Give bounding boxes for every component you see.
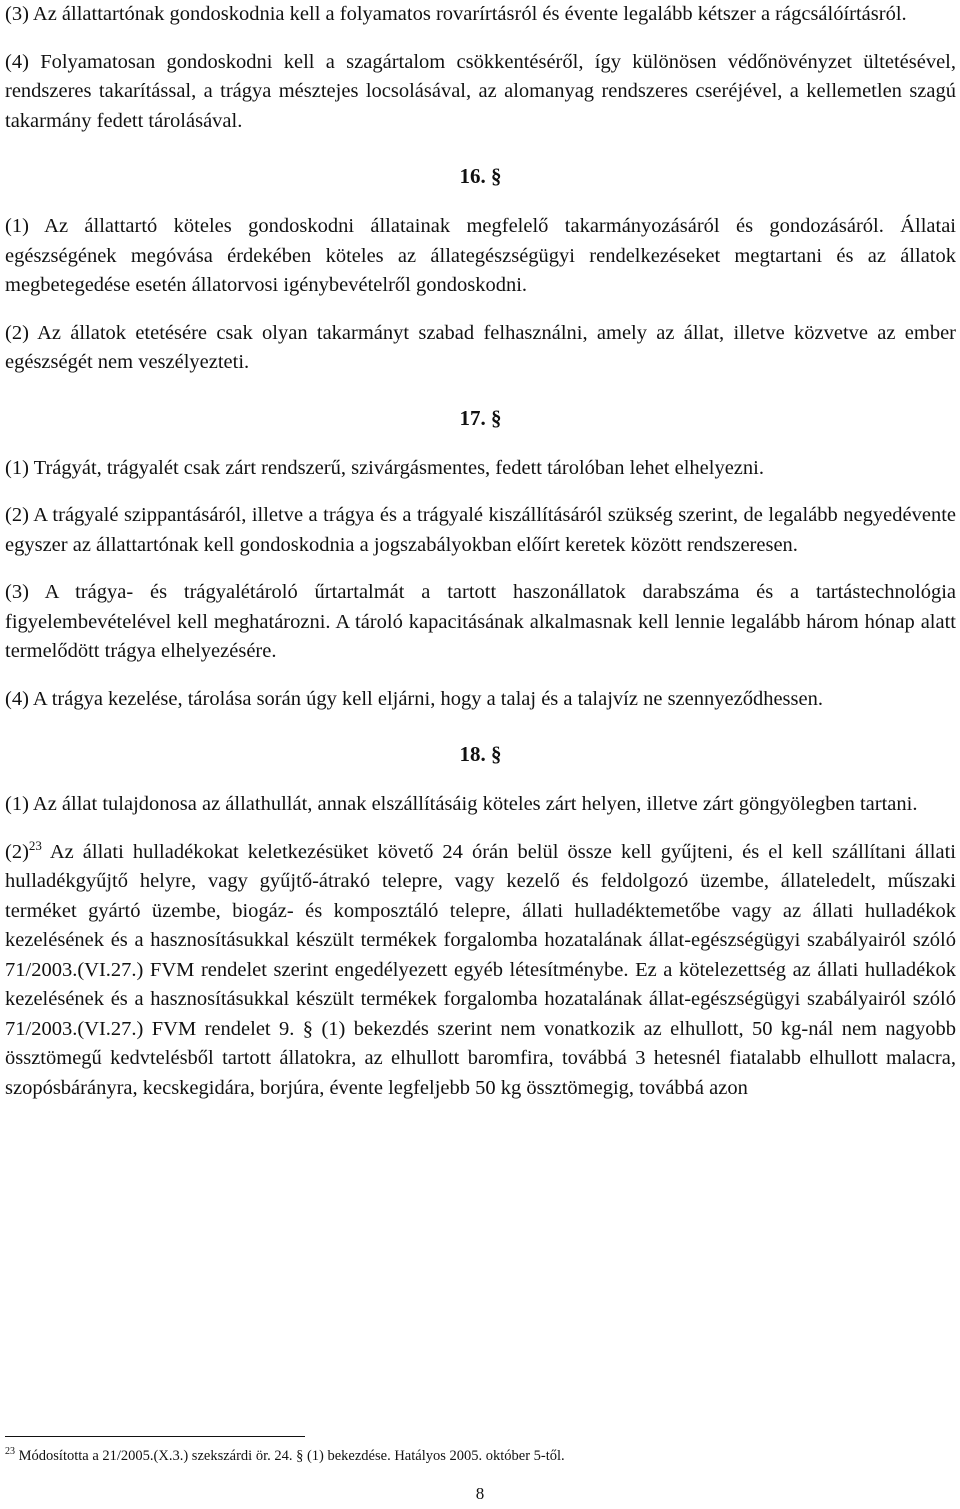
section-heading-18: 18. § (459, 742, 502, 766)
section-17-paragraph-4: (4) A trágya kezelése, tárolása során úgy kell eljárni, hogy a talaj és a talajvíz ne szennyeződhessen. (5, 687, 823, 710)
section-18-paragraph-1: (1) Az állat tulajdonosa az állathullát, annak elszállításáig köteles zárt helyen, illetve zárt göngyölegben tartani. (5, 793, 918, 815)
footnote-separator (5, 1436, 305, 1437)
section-18-paragraph-2 (5, 838, 956, 1104)
section-16-paragraph-2: (2) Az állatok etetésére csak olyan takarmányt szabad felhasználni, amely az állat, illetve közvetve az ember egészségét nem veszélyezteti. (5, 321, 956, 373)
page-number: 8 (475, 1484, 485, 1503)
paragraph-number: (2) (5, 840, 29, 863)
footnote-number: 23 (5, 1446, 15, 1458)
footnote (5, 1446, 956, 1466)
footnote-reference[interactable]: 23 (28, 837, 42, 853)
section-17-paragraph-3: (3) A trágya- és trágyalétároló űrtartalmát a tartott haszonállatok darabszáma és a tartástechnológia figyelembevételével kell meghatározni. A tároló kapacitásának alkalmasnak kell lennie legalább három hónap alatt termelődött trágya elhelyezésére. (5, 581, 956, 662)
section-17-paragraph-2: (2) A trágyalé szippantásáról, illetve a trágya és a trágyalé kiszállításáról szükség szerint, de legalább negyedévente egyszer az állattartónak kell gondoskodnia a jogszabályokban előírt keretek között rendszeresen. (5, 504, 956, 556)
paragraph-3: (3) Az állattartónak gondoskodnia kell a folyamatos rovarírtásról és évente legalább kétszer a rágcsálóírtásról. (5, 3, 907, 25)
section-17-paragraph-1: (1) Trágyát, trágyalét csak zárt rendszerű, szivárgásmentes, fedett tárolóban lehet elhelyezni. (5, 456, 764, 479)
page-content (5, 0, 956, 1103)
paragraph-text: Az állati hulladékokat keletkezésüket követő 24 órán belül össze kell gyűjteni, és el kell szállítani állati hulladékgyűjtő helyre, vagy gyűjtő-átrakó telepre, vagy kezelő és feldolgozó üzembe, állateledelt, műszaki terméket gyártó üzembe, biogáz- és komposztáló telepre, állati hulladéktemetőbe vagy az állati hulladékok kezelésének és a hasznosításukkal készült termékek forgalomba hozatalának állat-egészségügyi szabályairól szóló 71/2003.(VI.27.) FVM rendelet szerint engedélyezett egyéb létesítménybe. Ez a kötelezettség az állati hulladékok kezelésének és a hasznosításukkal készült termékek forgalomba hozatalának állat-egészségügyi szabályairól szóló 71/2003.(VI.27.) FVM rendelet 9. § (1) bekezdés szerint nem vonatkozik az elhullott, 50 kg-nál nem nagyobb össztömegű kedvtelésből tartott állatokra, az elhullott baromfira, továbbá 3 hetesnél fiatalabb elhullott malacra, szopósbárányra, kecskegidára, borjúra, évente legfeljebb 50 kg össztömegig, továbbá azon (5, 840, 956, 1099)
section-heading-17: 17. § (459, 405, 502, 430)
footnote-text: Módosította a 21/2005.(X.3.) szekszárdi ör. 24. § (1) bekezdése. Hatályos 2005. október 5-től. (18, 1448, 565, 1464)
section-16-paragraph-1: (1) Az állattartó köteles gondoskodni állatainak megfelelő takarmányozásáról és gondozásáról. Állatai egészségének megóvása érdekében köteles az állategészségügyi rendelkezéseket megtartani és az állatok megbetegedése esetén állatorvosi igénybevételről gondoskodni. (5, 215, 956, 296)
section-heading-16: 16. § (459, 164, 502, 188)
paragraph-4: (4) Folyamatosan gondoskodni kell a szagártalom csökkentéséről, így különösen védőnövényzet ültetésével, rendszeres takarítással, a trágya mésztejes locsolásával, az alomanyag rendszeres cseréjével, a kellemetlen szagú takarmány fedett tárolásával. (5, 50, 956, 132)
